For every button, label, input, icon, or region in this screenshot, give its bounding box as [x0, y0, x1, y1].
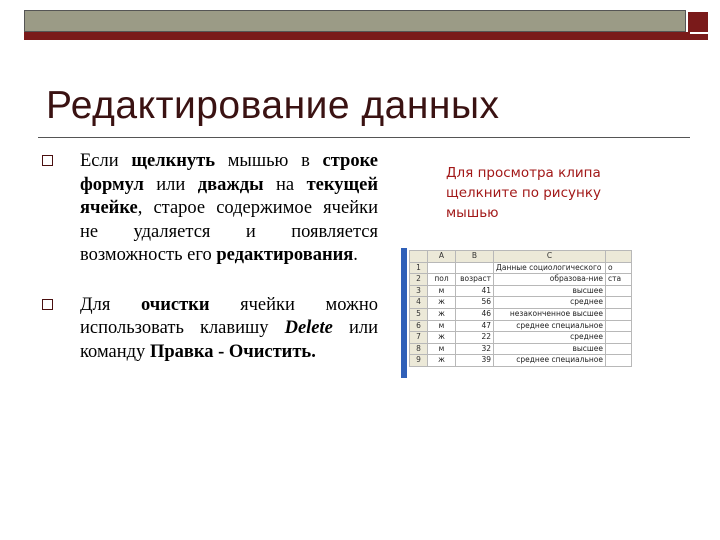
bullet-run: на: [263, 174, 307, 195]
square-bullet-icon: [42, 155, 53, 166]
bullet-list: [42, 150, 378, 364]
clip-caption: Для просмотра клипа щелкните по рисунку мышью: [446, 165, 601, 221]
table-cell: 56: [456, 297, 494, 309]
top-accent-bar: [24, 32, 690, 40]
table-row: [410, 320, 632, 332]
bullet-run: Delete: [284, 318, 333, 338]
bullet-run: щелкнуть: [131, 151, 216, 171]
table-cell: [606, 297, 632, 309]
bullet-run: или: [143, 174, 198, 195]
column-header: [410, 251, 428, 263]
bullet-run: , старое содержимое ячейки не удаляется и появляется возможность его: [80, 198, 378, 265]
table-cell: [606, 320, 632, 332]
table-cell: м: [428, 285, 456, 297]
title-divider: [38, 137, 690, 138]
table-cell: [606, 332, 632, 344]
row-header: 2: [410, 274, 428, 286]
table-cell: [606, 343, 632, 355]
table-cell: м: [428, 320, 456, 332]
table-cell: 39: [456, 355, 494, 367]
table-cell: 47: [456, 320, 494, 332]
table-row: [410, 343, 632, 355]
table-cell: высшее: [494, 285, 606, 297]
bullet-run: мышью в: [215, 151, 323, 171]
table-row: [410, 297, 632, 309]
bullet-run: .: [353, 245, 358, 265]
table-cell: ж: [428, 308, 456, 320]
table-cell: м: [428, 343, 456, 355]
row-header: 6: [410, 320, 428, 332]
bullet-text: [80, 151, 378, 265]
table-cell: [606, 355, 632, 367]
bullet-run: текущей ячейке: [80, 174, 378, 218]
bullet-item: [42, 294, 378, 365]
table-cell: пол: [428, 274, 456, 286]
column-header: A: [428, 251, 456, 263]
top-decor-bar: [24, 10, 686, 32]
bullet-item: [42, 150, 378, 268]
table-cell: незаконченное высшее: [494, 308, 606, 320]
row-header: 1: [410, 262, 428, 274]
table-cell: 41: [456, 285, 494, 297]
square-bullet-icon: [42, 299, 53, 310]
row-header: 7: [410, 332, 428, 344]
table-cell: [606, 285, 632, 297]
bullet-run: или команду: [80, 318, 378, 362]
table-row: [410, 274, 632, 286]
table-cell: ж: [428, 297, 456, 309]
table-row: [410, 285, 632, 297]
row-header: 8: [410, 343, 428, 355]
table-row: [410, 308, 632, 320]
bullet-run: очистки: [141, 294, 210, 315]
bullet-run: строке формул: [80, 151, 378, 195]
row-header: 3: [410, 285, 428, 297]
table-cell: [606, 308, 632, 320]
table-cell: возраст: [456, 274, 494, 286]
spreadsheet-clip[interactable]: [401, 248, 649, 378]
bullet-text: [80, 295, 378, 362]
table-cell: среднее специальное: [494, 355, 606, 367]
table-cell: [428, 262, 456, 274]
table-row: [410, 262, 632, 274]
table-cell: ж: [428, 355, 456, 367]
column-header: B: [456, 251, 494, 263]
table-cell: ж: [428, 332, 456, 344]
table-cell: 32: [456, 343, 494, 355]
bullet-run: Для: [80, 294, 141, 315]
bullet-run: ячейки можно использовать клавишу: [80, 294, 378, 338]
corner-square-decor: [688, 12, 708, 32]
bullet-run: Правка - Очистить.: [149, 341, 316, 362]
table-cell: 46: [456, 308, 494, 320]
row-header: 5: [410, 308, 428, 320]
row-header: 9: [410, 355, 428, 367]
column-header: [606, 251, 632, 263]
table-cell: о: [606, 262, 632, 274]
slide-title: Редактирование данных: [46, 84, 500, 127]
row-header: 4: [410, 297, 428, 309]
bullet-run: редактирования: [216, 245, 354, 265]
table-cell: среднее специальное: [494, 320, 606, 332]
table-cell: Данные социологического: [494, 262, 606, 274]
bullet-run: Если: [80, 151, 132, 171]
corner-accent-decor: [690, 34, 708, 40]
bullet-run: дважды: [197, 174, 264, 195]
table-cell: среднее: [494, 332, 606, 344]
column-header-row: [410, 251, 632, 263]
table-row: [410, 355, 632, 367]
sheet-window-edge: [401, 248, 407, 378]
table-cell: 22: [456, 332, 494, 344]
table-row: [410, 332, 632, 344]
table-cell: высшее: [494, 343, 606, 355]
column-header: C: [494, 251, 606, 263]
spreadsheet-grid: [409, 250, 632, 367]
table-cell: образова-ние: [494, 274, 606, 286]
table-cell: среднее: [494, 297, 606, 309]
table-cell: [456, 262, 494, 274]
table-cell: ста: [606, 274, 632, 286]
